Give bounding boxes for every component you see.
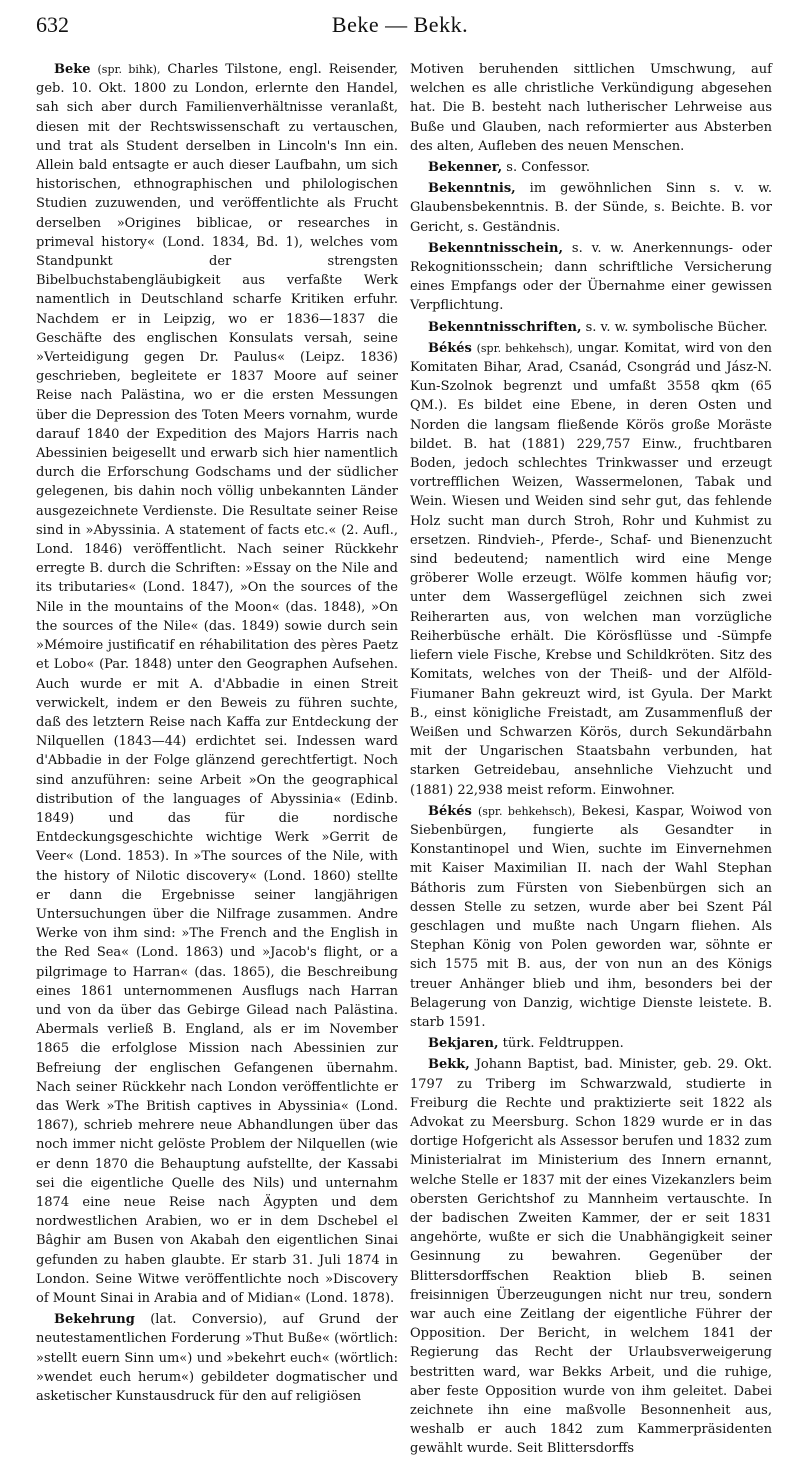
page-number: 632: [36, 12, 69, 37]
entry-bekes-kaspar: [410, 802, 772, 1032]
entry-bekenner: [410, 158, 772, 177]
entry-headword: Bekehrung: [54, 1312, 135, 1328]
entry-text: Johann Baptist, bad. Minister, geb. 29. Okt. 1797 zu Triberg im Schwarzwald, studierte in Freiburg die Rechte und praktizierte seit 1822 als Advokat zu Meersburg. Schon 1829 wurde er in das dortige Hofgericht als Assessor berufen und 1832 zum Ministerialrat im Ministerium des Innern ernannt, welche Stelle er 1837 mit der eines Vizekanzlers beim obersten Gerichtshof zu Mannheim vertauschte. In der badischen Zweiten Kammer, der er seit 1831 angehörte, wußte er sich die Unabhängigkeit seiner Gesinnung zu bewahren. Gegenüber der Blittersdorffschen Reaktion blieb B. seinen freisinnigen Überzeugungen nicht nur treu, sondern war auch eine Zeitlang der eigentliche Führer der Opposition. Der Bericht, in welchem 1841 der Regierung das Recht der Urlaubsverweigerung bestritten ward, war Bekks Arbeit, und die ruhige, aber feste Opposition wurde von ihm geleitet. Dabei zeichnete ihn eine maßvolle Besonnenheit aus, weshalb er auch 1842 zum Kammerpräsidenten gewählt wurde. Seit Blittersdorffs: [410, 1057, 772, 1457]
entry-headword: Békés: [428, 340, 472, 356]
entry-text: s. Confessor.: [502, 160, 590, 176]
right-column: [410, 60, 772, 1457]
entry-bekehrung-continued: [410, 60, 772, 156]
entry-text: Motiven beruhenden sittlichen Umschwung, auf welchen es alle christliche Verkündigung abgesehen hat. Die B. besteht nach lutherischer Lehrweise aus Buße und Glauben, nach reformierter aus Absterben des alten, Aufleben des neuen Menschen.: [410, 62, 772, 154]
entry-headword: Bekk,: [428, 1057, 470, 1073]
entry-text: türk. Feldtruppen.: [498, 1036, 624, 1052]
entry-headword: Bekenner,: [428, 160, 503, 176]
entry-text: s. v. w. symbolische Bücher.: [581, 319, 768, 335]
running-head: Beke — Bekk.: [331, 12, 469, 37]
entry-headword: Beke: [54, 62, 91, 77]
entry-text: (lat. Conversio), auf Grund der neutestamentlichen Forderung »Thut Buße« (wörtlich: »stellt euern Sinn um«) und »bekehrt euch« (wörtlich: »wendet euch herum«) gebildeter dogmatischer und asketischer Kunstausdruck für den auf religiösen: [36, 1312, 398, 1405]
entry-pronunciation: (spr. bihk),: [97, 63, 161, 76]
entry-pronunciation: (spr. behkehsch),: [476, 341, 573, 355]
entry-bekenntnisschriften: [410, 318, 772, 337]
entry-text: ungar. Komitat, wird von den Komitaten Bihar, Arad, Csanád, Csongrád und Jász-N. Kun-Szolnok begrenzt und umfaßt 3558 qkm (65 QM.). Es bildet eine Ebene, in deren Osten und Norden die langsam fließende Körös große Moräste bildet. B. hat (1881) 229,757 Einw., fruchtbaren Boden, jedoch schlechtes Trinkwasser und erzeugt vortrefflichen Weizen, Wassermelonen, Tabak und Wein. Wiesen und Weiden sind sehr gut, das fehlende Holz sucht man durch Stroh, Rohr und Kuhmist zu ersetzen. Rindvieh-, Pferde-, Schaf- und Bienenzucht sind bedeutend; namentlich wird eine Menge gröberer Wolle erzeugt. Wölfe kommen häufig vor; unter dem Wassergeflügel zeichnen sich zwei Reiherarten aus, von welchen man vorzügliche Reiherbüsche erhält. Die Körösflüsse und -Sümpfe liefern viele Fische, Krebse und Schildkröten. Sitz des Komitats, welches von der Theiß- und der Alföld-Fiumaner Bahn gekreuzt wird, ist Gyula. Der Markt B., einst königliche Freistadt, am Zusammenfluß der Weißen und Schwarzen Körös, durch Sekundärbahn mit der Ungarischen Staatsbahn verbunden, hat starken Getreidebau, ansehnliche Viehzucht und (1881) 22,938 meist reform. Einwohner.: [410, 340, 772, 798]
entry-bekjaren: [410, 1034, 772, 1053]
entry-text: im gewöhnlichen Sinn s. v. w. Glaubensbekenntnis. B. der Sünde, s. Beichte. B. vor Gericht, s. Geständnis.: [410, 181, 772, 235]
entry-headword: Bekenntnis,: [428, 181, 516, 197]
entry-bekes-komitat: [410, 339, 772, 800]
entry-headword: Bekenntnisschein,: [428, 240, 564, 256]
entry-headword: Békés: [428, 803, 472, 819]
entry-bekehrung: [36, 1310, 398, 1406]
entry-pronunciation: (spr. behkehsch),: [477, 804, 576, 818]
entry-text: s. v. w. Anerkennungs- oder Rekognitionsschein; dann schriftliche Versicherung eines Empfangs oder der Übernahme einer gewissen Verpflichtung.: [410, 240, 772, 314]
page-header: [36, 12, 764, 44]
entry-beke: [36, 60, 398, 1308]
entry-headword: Bekenntnisschriften,: [428, 319, 582, 335]
entry-bekenntnis: [410, 179, 772, 237]
entry-bekenntnisschein: [410, 239, 772, 316]
entry-text: Bekesi, Kaspar, Woiwod von Siebenbürgen, fungierte als Gesandter in Konstantinopel und Wien, suchte im Einvernehmen mit Kaiser Maximilian II. nach der Wahl Stephan Báthoris zum Fürsten von Siebenbürgen sich an dessen Stelle zu setzen, wurde aber bei Szent Pál geschlagen und mußte nach Ungarn fliehen. Als Stephan König von Polen geworden war, söhnte er sich 1575 mit B. aus, der von nun an des Königs treuer Anhänger blieb und ihm, besonders bei der Belagerung von Danzig, wichtige Dienste leistete. B. starb 1591.: [410, 803, 772, 1030]
entry-text: Charles Tilstone, engl. Reisender, geb. 10. Okt. 1800 zu London, erlernte den Handel, sah sich aber durch Familienverhältnisse veranlaßt, diesen mit der Rechtswissenschaft zu vertauschen, und trat als Student derselben in Lincoln's Inn ein. Allein bald entsagte er auch dieser Laufbahn, um sich historischen, ethnographischen und philologischen Studien zuzuwenden, und veröffentlichte als Frucht derselben »Origines biblicae, or researches in primeval history« (Lond. 1834, Bd. 1), welches vom Standpunkt der strengsten Bibelbuchstabengläubigkeit aus verfaßte Werk namentlich in Deutschland scharfe Kritiken erfuhr. Nachdem er in Leipzig, wo er 1836—1837 die Geschäfte des englischen Konsulats versah, seine »Verteidigung gegen Dr. Paulus« (Leipz. 1836) geschrieben, begleitete er 1837 Moore auf seiner Reise nach Palästina, wo er die ersten Messungen über die Depression des Toten Meers vornahm, wurde darauf 1840 der Expedition des Majors Harris nach Abessinien beigesellt und erwarb sich hier namentlich durch die Erforschung Godschams und der südlicher gelegenen, bis dahin noch völlig unbekannten Länder ausgezeichnete Verdienste. Die Resultate seiner Reise sind in »Abyssinia. A statement of facts etc.« (2. Aufl., Lond. 1846) veröffentlicht. Nach seiner Rückkehr erregte B. durch die Schriften: »Essay on the Nile and its tributaries« (Lond. 1847), »On the sources of the Nile in the mountains of the Moon« (das. 1848), »On the sources of the Nile« (das. 1849) sowie durch sein »Mémoire justificatif en réhabilitation des pères Paetz et Lobo« (Par. 1848) unter den Geographen Aufsehen. Auch wurde er mit A. d'Abbadie in einen Streit verwickelt, indem er den Beweis zu führen suchte, daß des letztern Reise nach Kaffa zur Entdeckung der Nilquellen (1843—44) erdichtet sei. Indessen ward d'Abbadie in der Folge glänzend gerechtfertigt. Noch sind anzuführen: seine Arbeit »On the geographical distribution of the languages of Abyssinia« (Edinb. 1849) und das für die nordische Entdeckungsgeschichte wichtige Werk »Gerrit de Veer« (Lond. 1853). In »The sources of the Nile, with the history of Nilotic discovery« (Lond. 1860) stellte er dann die Ergebnisse seiner langjährigen Untersuchungen über die Nilfrage zusammen. Andre Werke von ihm sind: »The French and the English in the Red Sea« (Lond. 1863) und »Jacob's flight, or a pilgrimage to Harran« (das. 1865), die Beschreibung eines 1861 unternommenen Ausflugs nach Harran und von da über das Gebirge Gilead nach Palästina. Abermals verließ B. England, als er im November 1865 die erfolglose Mission nach Abessinien zur Befreiung der englischen Gefangenen übernahm. Nach seiner Rückkehr nach London veröffentlichte er das Werk »The British captives in Abyssinia« (Lond. 1867), schrieb mehrere neue Abhandlungen über das noch immer nicht gelöste Problem der Nilquellen (wie er denn 1870 die Behauptung aufstellte, der Kassabi sei die eigentliche Quelle des Nils) und unternahm 1874 eine neue Reise nach Ägypten und dem nordwestlichen Arabien, wo er in dem Dschebel el Bâghir am Busen von Akabah den eigentlichen Sinai gefunden zu haben glaubte. Er starb 31. Juli 1874 in London. Seine Witwe veröffentlichte noch »Discovery of Mount Sinai in Arabia and of Midian« (Lond. 1878).: [36, 62, 399, 1306]
entry-bekk: [410, 1055, 772, 1458]
entry-headword: Bekjaren,: [428, 1036, 499, 1052]
left-column: [36, 60, 399, 1405]
